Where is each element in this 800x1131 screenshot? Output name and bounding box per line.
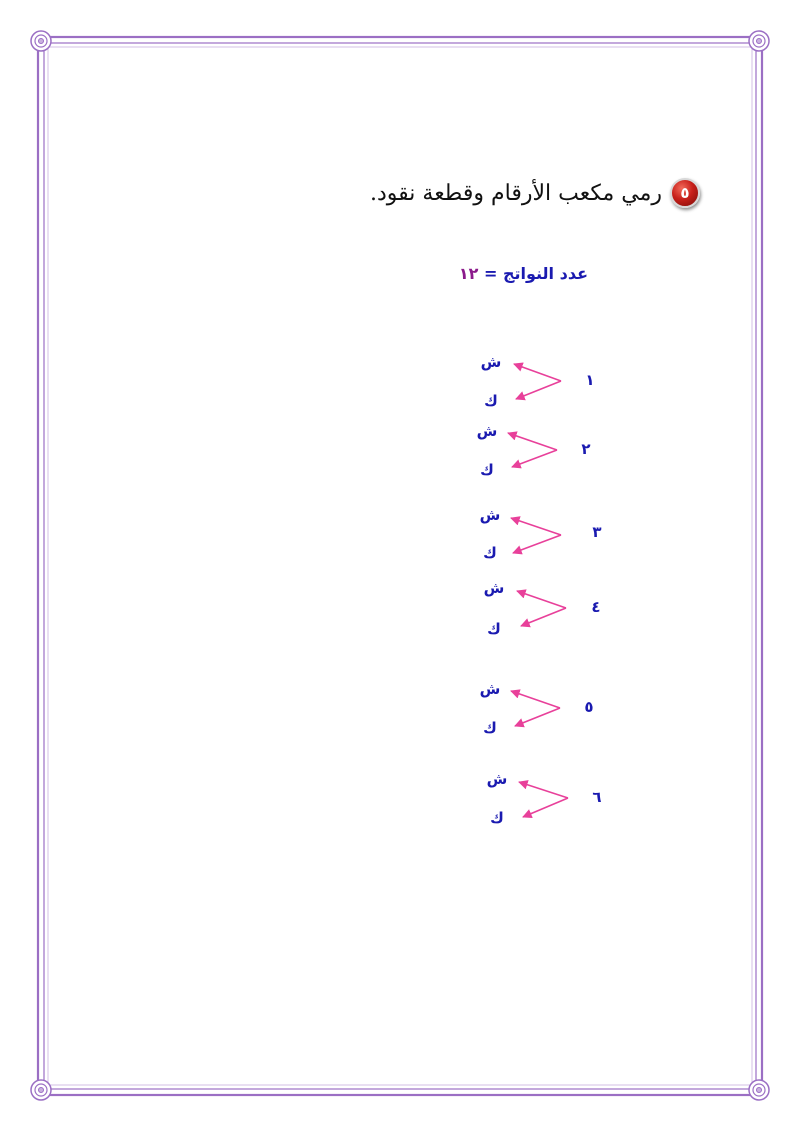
- question-number: ٥: [680, 184, 690, 202]
- leaf-label-bottom: ك: [483, 544, 497, 562]
- branch-arrow-bottom: [515, 708, 560, 726]
- branch-arrow-bottom: [521, 608, 566, 626]
- branch-arrow-bottom: [512, 450, 557, 467]
- outcomes-label: عدد النواتج =: [483, 264, 588, 283]
- branch-arrow-top: [511, 518, 561, 535]
- leaf-label-top: ش: [480, 353, 502, 371]
- branch-arrow-top: [517, 591, 566, 608]
- leaf-label-bottom: ك: [490, 809, 504, 827]
- leaf-label-top: ش: [479, 506, 501, 524]
- branch-arrow-top: [508, 433, 557, 450]
- question-text: رمي مكعب الأرقام وقطعة نقود.: [370, 180, 662, 206]
- leaf-label-bottom: ك: [480, 461, 494, 479]
- branch-arrow-top: [519, 782, 568, 798]
- leaf-label-bottom: ك: [484, 392, 498, 410]
- branch-arrow-bottom: [516, 381, 561, 399]
- leaf-label-top: ش: [486, 770, 508, 788]
- branch-number: ٣: [592, 523, 602, 541]
- branch-arrow-top: [514, 364, 561, 381]
- branch-arrow-bottom: [523, 798, 568, 817]
- leaf-label-top: ش: [479, 680, 501, 698]
- branch-number: ٢: [581, 440, 591, 458]
- branch-arrow-top: [511, 691, 560, 708]
- branch-arrow-bottom: [513, 535, 561, 553]
- leaf-label-top: ش: [476, 422, 498, 440]
- leaf-label-bottom: ك: [487, 620, 501, 638]
- branch-number: ١: [585, 371, 595, 389]
- leaf-label-bottom: ك: [483, 719, 497, 737]
- leaf-label-top: ش: [483, 579, 505, 597]
- branch-number: ٦: [592, 788, 602, 806]
- outcomes-value: ١٢: [458, 264, 479, 283]
- branch-number: ٥: [584, 698, 594, 716]
- branch-number: ٤: [591, 598, 601, 616]
